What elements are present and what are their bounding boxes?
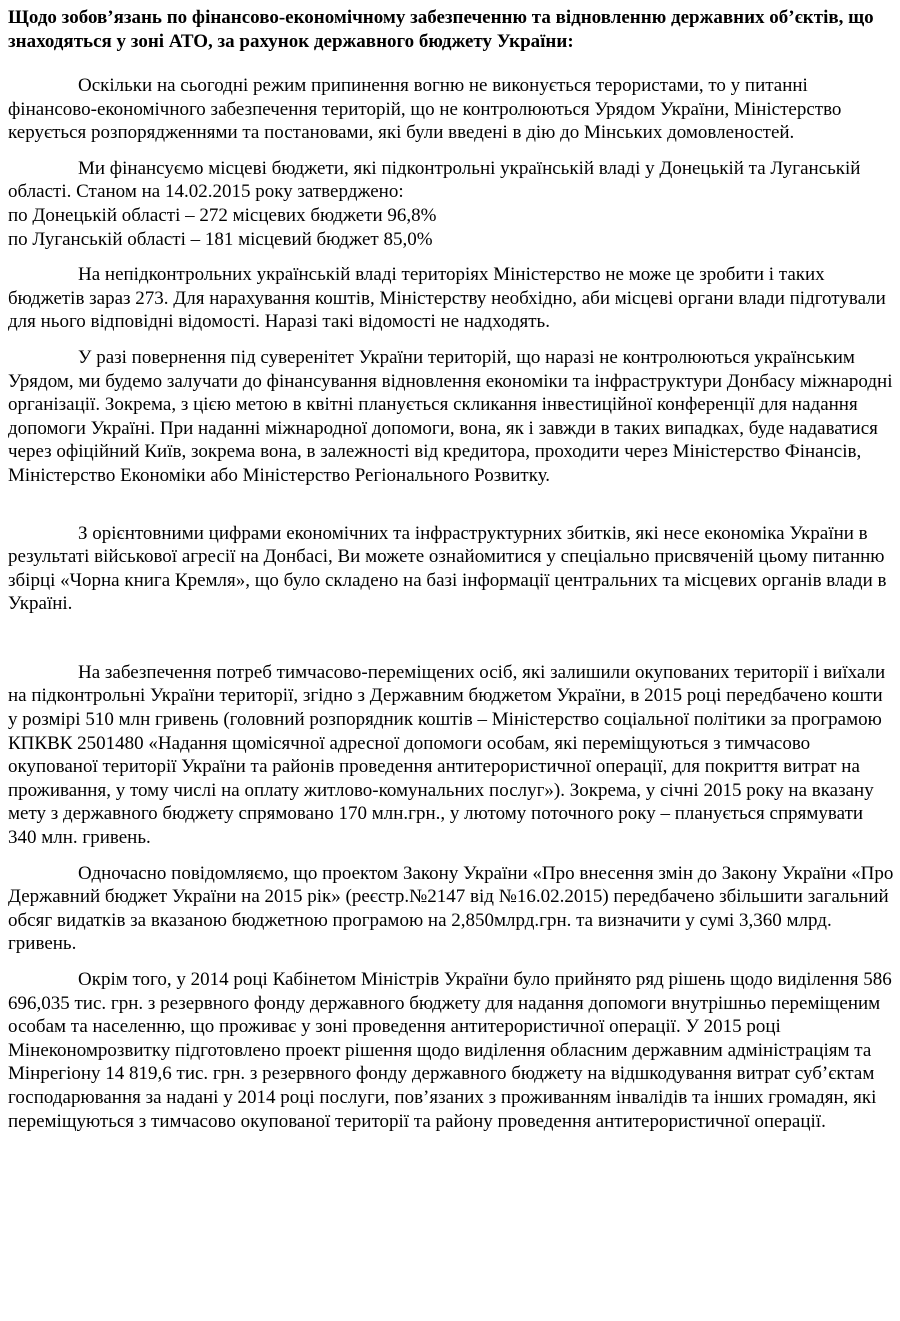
paragraph-ceasefire: Оскільки на сьогодні режим припинення вогню не виконується терористами, то у питанні фінансово-економічного забезпечення територій, що не контролюються Урядом України, Міністерство керується розпорядженнями та постановами, які були введені в дію до Мінських домовленостей. bbox=[8, 75, 842, 144]
local-budgets-intro: Ми фінансуємо місцеві бюджети, які підконтрольні українській владі у Донецькій та Луганській області. Станом на 14.02.2015 року затверджено: bbox=[8, 157, 861, 203]
paragraph-international-aid: У разі повернення під суверенітет України територій, що наразі не контролюються українським Урядом, ми будемо залучати до фінансування відновлення економіки та інфраструктури Донбасу міжнародні організації. Зокрема, з цією метою в квітні планується скликання інвестиційної конференції для надання допомоги Україні. При наданні міжнародної допомоги, вона, як і завжди в таких випадках, буде надаватися через офіційний Київ, зокрема вона, в залежності від кредитора, проходити через Міністерство Фінансів, Міністерство Економіки або Міністерство Регіонального Розвитку. bbox=[8, 346, 893, 486]
document-page bbox=[8, 6, 894, 1133]
paragraph-black-book: З орієнтовними цифрами економічних та інфраструктурних збитків, які несе економіка України в результаті військової агресії на Донбасі, Ви можете ознайомитися у спеціально присвяченій цьому питанню збірці «Чорна книга Кремля», що було складено на базі інформації центральних та місцевих органів влади в Україні. bbox=[8, 522, 887, 615]
paragraph-local-budgets bbox=[8, 157, 894, 251]
donetsk-budgets-line: по Донецькій області – 272 місцевих бюджети 96,8% bbox=[8, 204, 437, 226]
paragraph-uncontrolled-territories: На непідконтрольних українській владі територіях Міністерство не може це зробити і таких бюджетів зараз 273. Для нарахування коштів, Міністерству необхідно, аби місцеві органи влади підготували для нього відповідні відомості. Наразі такі відомості не надходять. bbox=[8, 264, 886, 333]
paragraph-reserve-fund: Окрім того, у 2014 році Кабінетом Міністрів України було прийнято ряд рішень щодо виділення 586 696,035 тис. грн. з резервного фонду державного бюджету для надання допомоги внутрішньо переміщеним особам та населенню, що проживає у зоні проведення антитерористичної операції. У 2015 році Мінекономрозвитку підготовлено проект рішення щодо виділення обласним державним адміністраціям та Мінрегіону 14 819,6 тис. грн. з резервного фонду державного бюджету на відшкодування витрат суб’єктам господарювання за надані у 2014 році послуги, пов’язаних з проживанням інвалідів та інших громадян, які переміщуються з тимчасово окупованої території та району проведення антитерористичної операції. bbox=[8, 969, 892, 1132]
paragraph-budget-law: Одночасно повідомляємо, що проектом Закону України «Про внесення змін до Закону України «Про Державний бюджет України на 2015 рік» (реєстр.№2147 від №16.02.2015) передбачено збільшити загальний обсяг видатків за вказаною бюджетною програмою на 2,850млрд.грн. та визначити у сумі 3,360 млрд. гривень. bbox=[8, 862, 894, 955]
paragraph-displaced-persons: На забезпечення потреб тимчасово-переміщених осіб, які залишили окупованих території і виїхали на підконтрольні України території, згідно з Державним бюджетом України, в 2015 році передбачено кошти у розмірі 510 млн гривень (головний розпорядник коштів – Міністерство соціальної політики за програмою КПКВК 2501480 «Надання щомісячної адресної допомоги особам, які переміщуються з тимчасово окупованої території України та районів проведення антитерористичної операції, для покриття витрат на проживання, у тому числі на оплату житлово-комунальних послуг»). Зокрема, у січні 2015 року на вказану мету з державного бюджету спрямовано 170 млн.грн., у лютому поточного року – планується спрямувати 340 млн. гривень. bbox=[8, 661, 886, 849]
document-heading: Щодо зобов’язань по фінансово-економічному забезпеченню та відновленню державних об’єктів, що знаходяться у зоні АТО, за рахунок державного бюджету України: bbox=[8, 7, 874, 52]
luhansk-budgets-line: по Луганській області – 181 місцевий бюджет 85,0% bbox=[8, 228, 433, 250]
